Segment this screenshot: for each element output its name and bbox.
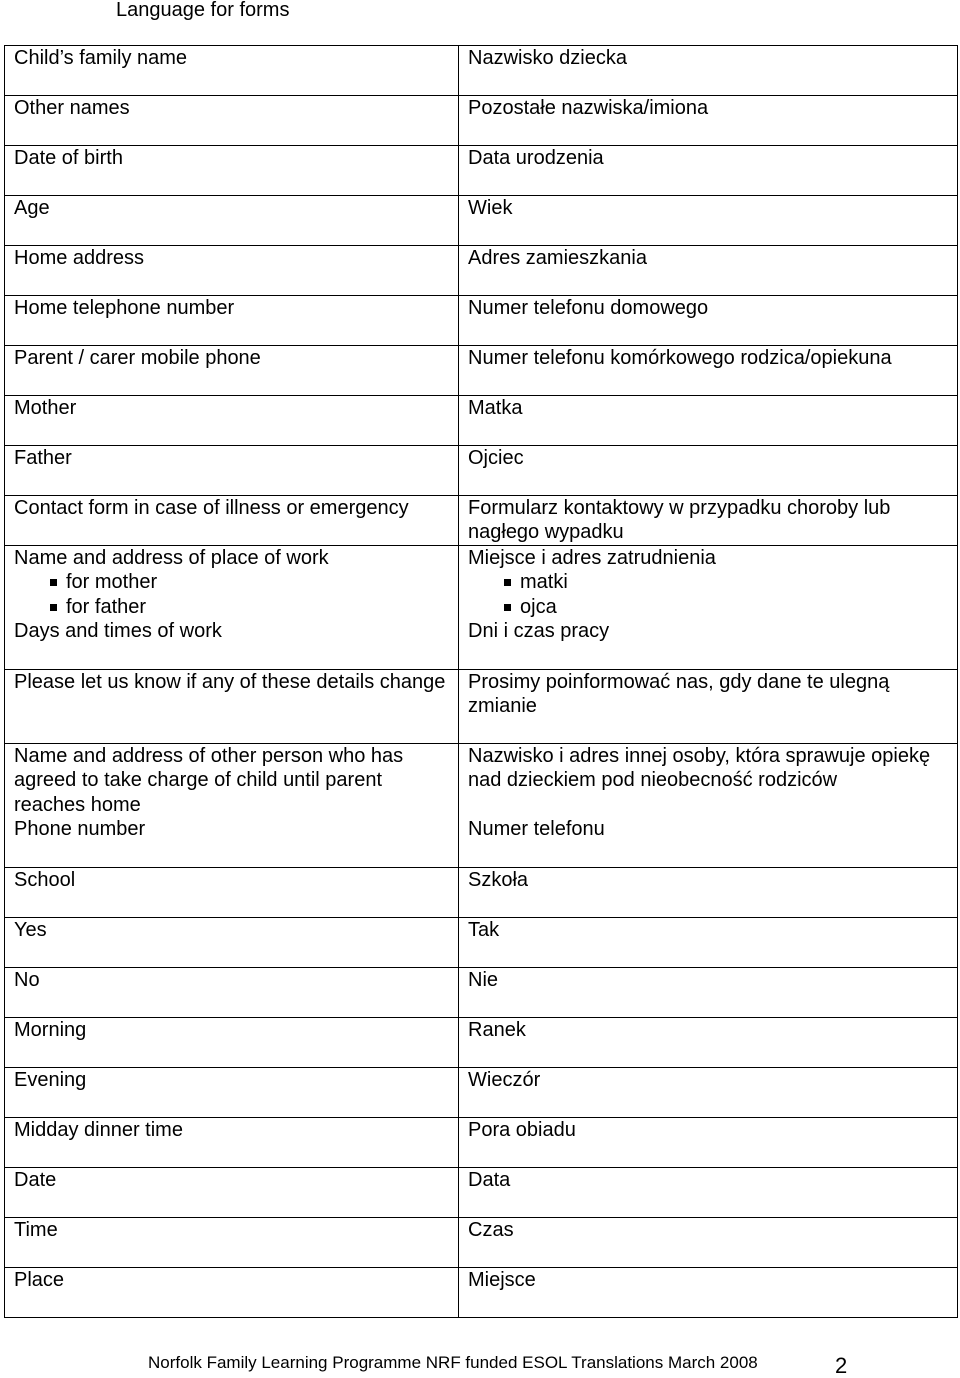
english-cell [5,744,459,868]
polish-cell [459,496,958,546]
table-row [5,744,958,868]
polish-text: Numer telefonu [468,817,605,840]
english-text: School [14,869,76,891]
english-cell [5,46,459,96]
english-text: Time [14,1219,58,1241]
english-cell [5,1068,459,1118]
polish-text: Pozostałe nazwiska/imiona [468,97,709,119]
polish-cell [459,1168,958,1218]
polish-cell [459,1268,958,1318]
polish-text: Nazwisko i adres innej osoby, która sprawuje opiekę nad dzieckiem pod nieobecność rodziców [468,745,931,792]
polish-cell [459,146,958,196]
english-cell [5,1118,459,1168]
polish-cell [459,1018,958,1068]
table-row [5,346,958,396]
polish-cell [459,296,958,346]
english-text: Parent / carer mobile phone [14,347,261,369]
table-row [5,96,958,146]
polish-cell [459,744,958,868]
page-number: 2 [835,1353,848,1378]
polish-cell [459,968,958,1018]
polish-cell [459,670,958,744]
polish-cell [459,1068,958,1118]
table-row [5,968,958,1018]
polish-text: Formularz kontaktowy w przypadku choroby lub nagłego wypadku [468,497,891,544]
english-text: Phone number [14,818,146,841]
english-text: Home telephone number [14,297,235,319]
english-text: No [14,969,40,991]
english-text: Morning [14,1019,87,1041]
polish-text: Numer telefonu domowego [468,297,709,319]
english-cell [5,546,459,670]
english-text: Father [14,447,72,469]
english-text: Name and address of place of work [14,547,329,569]
list-item: matki [520,570,949,594]
english-cell [5,396,459,446]
english-cell [5,1018,459,1068]
table-row [5,670,958,744]
polish-text: Ojciec [468,447,524,469]
polish-text: Nie [468,969,499,991]
polish-text: Adres zamieszkania [468,247,647,269]
polish-text: Szkoła [468,869,529,891]
english-text: Name and address of other person who has agreed to take charge of child until parent reaches home [14,745,404,816]
page-title: Language for forms [116,0,290,21]
list-item: for father [66,595,450,619]
polish-text: Data [468,1169,511,1191]
polish-text: Ranek [468,1019,526,1041]
polish-text: Matka [468,397,523,419]
polish-text: Tak [468,919,500,941]
english-cell [5,1268,459,1318]
table-row [5,396,958,446]
polish-text: Miejsce i adres zatrudnienia [468,547,716,569]
polish-text: Wieczór [468,1069,541,1091]
polish-cell [459,446,958,496]
table-row [5,496,958,546]
polish-cell [459,46,958,96]
polish-cell [459,196,958,246]
english-text: Child’s family name [14,47,188,69]
english-cell [5,496,459,546]
polish-text: Nazwisko dziecka [468,47,627,69]
english-text: Mother [14,397,77,419]
polish-cell [459,246,958,296]
polish-cell [459,96,958,146]
english-text: Other names [14,97,130,119]
polish-text: Miejsce [468,1269,536,1291]
table-row [5,1168,958,1218]
polish-text: Data urodzenia [468,147,604,169]
list-item: for mother [66,570,450,594]
english-bullet-list [14,570,450,619]
english-cell [5,196,459,246]
english-cell [5,1218,459,1268]
english-cell [5,1168,459,1218]
table-row [5,546,958,670]
table-row [5,296,958,346]
english-text: Place [14,1269,65,1291]
table-row [5,1068,958,1118]
english-cell [5,346,459,396]
english-text: Yes [14,919,47,941]
english-text: Contact form in case of illness or emergency [14,497,409,519]
table-row [5,246,958,296]
polish-text: Dni i czas pracy [468,620,610,643]
polish-text: Wiek [468,197,513,219]
english-cell [5,296,459,346]
polish-cell [459,546,958,670]
table-row [5,1118,958,1168]
english-cell [5,246,459,296]
polish-cell [459,396,958,446]
table-row [5,46,958,96]
english-text: Days and times of work [14,620,222,643]
polish-text: Czas [468,1219,514,1241]
english-text: Date [14,1169,57,1191]
english-cell [5,670,459,744]
english-cell [5,868,459,918]
table-row [5,918,958,968]
polish-cell [459,1118,958,1168]
english-cell [5,968,459,1018]
table-row [5,446,958,496]
translation-table [4,45,958,1318]
polish-text: Pora obiadu [468,1119,576,1141]
list-item: ojca [520,595,949,619]
english-text: Date of birth [14,147,123,169]
english-cell [5,96,459,146]
table-row [5,1018,958,1068]
polish-bullet-list [468,570,949,619]
english-cell [5,146,459,196]
polish-cell [459,868,958,918]
table-row [5,1218,958,1268]
english-text: Home address [14,247,145,269]
table-row [5,868,958,918]
english-text: Please let us know if any of these details change [14,671,446,693]
polish-cell [459,1218,958,1268]
polish-text: Prosimy poinformować nas, gdy dane te ulegną zmianie [468,671,890,718]
table-row [5,1268,958,1318]
english-text: Midday dinner time [14,1119,183,1141]
polish-text: Numer telefonu komórkowego rodzica/opiekuna [468,347,892,369]
polish-cell [459,918,958,968]
table-row [5,196,958,246]
page-footer: Norfolk Family Learning Programme NRF funded ESOL Translations March 2008 [148,1353,758,1372]
english-cell [5,446,459,496]
english-cell [5,918,459,968]
english-text: Age [14,197,50,219]
polish-cell [459,346,958,396]
table-row [5,146,958,196]
english-text: Evening [14,1069,87,1091]
